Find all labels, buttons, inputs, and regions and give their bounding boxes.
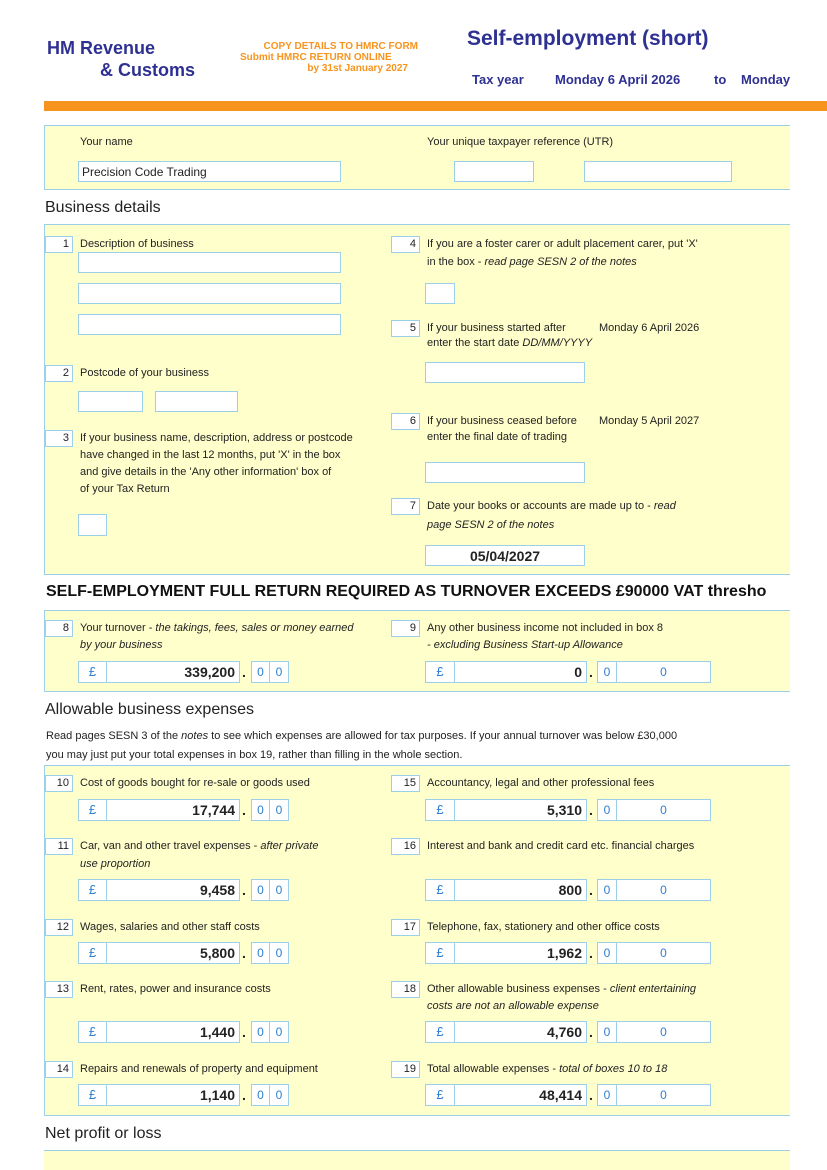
copy-notice	[228, 41, 418, 74]
box-18-label-line2	[427, 998, 599, 1015]
box-11-decimal-point: .	[242, 882, 246, 898]
box-7-label-line1	[427, 498, 676, 515]
box-11-label	[80, 838, 318, 855]
travel-expenses-pence-2[interactable]: 0	[269, 879, 289, 901]
box-17-pound-sign: £	[425, 942, 455, 964]
box-14-label: Repairs and renewals of property and equipment	[80, 1063, 318, 1075]
box-9-pound-sign: £	[425, 661, 455, 683]
box-3-number: 3	[45, 430, 73, 447]
box-11-label-note: after private	[260, 840, 319, 852]
box-13-number: 13	[45, 981, 73, 998]
box-7-label-note: read	[653, 500, 676, 512]
vat-threshold-banner: SELF-EMPLOYMENT FULL RETURN REQUIRED AS TURNOVER EXCEEDS £90000 VAT thresho	[46, 583, 767, 600]
turnover-pence-1[interactable]: 0	[251, 661, 270, 683]
box-16-decimal-point: .	[589, 882, 593, 898]
utr-field-1[interactable]	[454, 161, 534, 182]
copy-notice-line3: by 31st January 2027	[307, 63, 408, 74]
financial-charges-pence-1[interactable]: 0	[597, 879, 617, 901]
accountancy-fees-pence-1[interactable]: 0	[597, 799, 617, 821]
box-7-label-note-2: page SESN 2 of the notes	[427, 519, 555, 531]
box-18-label-note: client entertaining	[609, 983, 697, 995]
box-15-decimal-point: .	[589, 802, 593, 818]
box-7-label-text: Date your books or accounts are made up to -	[427, 500, 654, 512]
box-17-label: Telephone, fax, stationery and other office costs	[427, 921, 660, 933]
box-18-decimal-point: .	[589, 1024, 593, 1040]
box-11-label-line2	[80, 856, 150, 873]
box-18-label	[427, 981, 696, 998]
office-costs-field[interactable]: 1,962	[454, 942, 587, 964]
box-12-label: Wages, salaries and other staff costs	[80, 921, 260, 933]
box-16-label: Interest and bank and credit card etc. financial charges	[427, 840, 695, 852]
accounts-date-field[interactable]: 05/04/2027	[425, 545, 585, 566]
box-5-number: 5	[391, 320, 420, 337]
box-3-label-line2: have changed in the last 12 months, put 'X' in the box	[80, 449, 341, 461]
box-15-number: 15	[391, 775, 420, 792]
box-18-label-note-2: costs are not an allowable expense	[427, 1000, 599, 1012]
details-changed-checkbox[interactable]	[78, 514, 107, 536]
other-income-pence-2[interactable]: 0	[616, 661, 711, 683]
business-details-heading: Business details	[45, 199, 161, 216]
box-6-label-line1: If your business ceased before	[427, 415, 577, 427]
box-9-label-note: - excluding Business Start-up Allowance	[427, 639, 623, 651]
repairs-pence-2[interactable]: 0	[269, 1084, 289, 1106]
org-name-line1: HM Revenue	[47, 38, 156, 58]
intro-text-a: Read pages SESN 3 of the	[46, 730, 182, 742]
box-9-number: 9	[391, 620, 420, 637]
other-income-pence-1[interactable]: 0	[597, 661, 617, 683]
box-19-label	[427, 1061, 667, 1078]
box-8-label-note-2: by your business	[80, 639, 163, 651]
cease-date-field[interactable]	[425, 462, 585, 483]
page-title: Self-employment (short)	[467, 27, 709, 50]
box-6-label-line2: enter the final date of trading	[427, 431, 568, 443]
box-16-pound-sign: £	[425, 879, 455, 901]
tax-year-start: Monday 6 April 2026	[555, 72, 681, 87]
box-19-label-note: total of boxes 10 to 18	[559, 1063, 668, 1075]
box-8-label-line2	[80, 637, 163, 654]
box-17-decimal-point: .	[589, 945, 593, 961]
box-1-label: Description of business	[80, 238, 194, 250]
box-19-number: 19	[391, 1061, 420, 1078]
box-13-label: Rent, rates, power and insurance costs	[80, 983, 271, 995]
rent-rates-pence-1[interactable]: 0	[251, 1021, 270, 1043]
turnover-pence-2[interactable]: 0	[269, 661, 289, 683]
postcode-field-1[interactable]	[78, 391, 143, 412]
tax-year-to: to	[714, 72, 727, 87]
header-divider	[44, 101, 827, 111]
box-9-decimal-point: .	[589, 664, 593, 680]
other-expenses-field[interactable]: 4,760	[454, 1021, 587, 1043]
box-19-pound-sign: £	[425, 1084, 455, 1106]
rent-rates-field[interactable]: 1,440	[106, 1021, 240, 1043]
box-11-pound-sign: £	[78, 879, 107, 901]
box-5-label-line2	[427, 335, 592, 352]
cost-of-goods-pence-2[interactable]: 0	[269, 799, 289, 821]
postcode-field-2[interactable]	[155, 391, 238, 412]
utr-label: Your unique taxpayer reference (UTR)	[427, 136, 614, 148]
box-4-label-line1: If you are a foster carer or adult placement carer, put 'X'	[427, 238, 698, 250]
box-11-number: 11	[45, 838, 73, 855]
box-15-label: Accountancy, legal and other professional fees	[427, 777, 655, 789]
tax-year-label: Tax year	[472, 72, 524, 87]
foster-carer-checkbox[interactable]	[425, 283, 455, 304]
box-14-decimal-point: .	[242, 1087, 246, 1103]
expenses-intro-line1	[46, 727, 677, 746]
org-name-line2: & Customs	[100, 60, 196, 80]
rent-rates-pence-2[interactable]: 0	[269, 1021, 289, 1043]
wages-pence-1[interactable]: 0	[251, 942, 270, 964]
box-8-label-text: Your turnover -	[80, 622, 156, 634]
wages-pence-2[interactable]: 0	[269, 942, 289, 964]
box-14-number: 14	[45, 1061, 73, 1078]
box-2-number: 2	[45, 365, 73, 382]
box-5-date-format: DD/MM/YYYY	[522, 337, 593, 349]
travel-expenses-pence-1[interactable]: 0	[251, 879, 270, 901]
travel-expenses-field[interactable]: 9,458	[106, 879, 240, 901]
box-6-number: 6	[391, 413, 420, 430]
box-9-label: Any other business income not included in box 8	[427, 622, 664, 634]
expenses-heading: Allowable business expenses	[45, 701, 255, 718]
box-4-label-line2	[427, 254, 637, 271]
box-3-label-line3: and give details in the 'Any other information' box of	[80, 466, 332, 478]
box-11-label-note-2: use proportion	[80, 858, 151, 870]
financial-charges-pence-2[interactable]: 0	[616, 879, 711, 901]
box-12-pound-sign: £	[78, 942, 107, 964]
box-10-pound-sign: £	[78, 799, 107, 821]
box-13-decimal-point: .	[242, 1024, 246, 1040]
box-18-pound-sign: £	[425, 1021, 455, 1043]
turnover-field[interactable]: 339,200	[106, 661, 240, 683]
box-14-pound-sign: £	[78, 1084, 107, 1106]
box-9-label-line2	[427, 637, 623, 654]
total-expenses-field[interactable]: 48,414	[454, 1084, 587, 1106]
box-11-label-text: Car, van and other travel expenses -	[80, 840, 261, 852]
financial-charges-field[interactable]: 800	[454, 879, 587, 901]
intro-text-b: to see which expenses are allowed for tax purposes. If your annual turnover was below £30,000	[208, 730, 678, 742]
box-10-number: 10	[45, 775, 73, 792]
box-10-label: Cost of goods bought for re-sale or goods used	[80, 777, 310, 789]
box-3-label-line4: of your Tax Return	[80, 483, 170, 495]
name-label: Your name	[80, 136, 133, 148]
box-10-decimal-point: .	[242, 802, 246, 818]
box-18-label-text: Other allowable business expenses -	[427, 983, 610, 995]
intro-notes-word: notes	[181, 730, 209, 742]
other-expenses-pence-2[interactable]: 0	[616, 1021, 711, 1043]
accountancy-fees-field[interactable]: 5,310	[454, 799, 587, 821]
start-date-field[interactable]	[425, 362, 585, 383]
office-costs-pence-2[interactable]: 0	[616, 942, 711, 964]
box-4-number: 4	[391, 236, 420, 253]
tax-year-end: Monday	[741, 72, 791, 87]
total-expenses-pence-1[interactable]: 0	[597, 1084, 617, 1106]
cost-of-goods-pence-1[interactable]: 0	[251, 799, 270, 821]
box-12-decimal-point: .	[242, 945, 246, 961]
box-3-label-line1: If your business name, description, address or postcode	[80, 432, 353, 444]
box-8-number: 8	[45, 620, 73, 637]
box-4-label-line2-text: in the box -	[427, 256, 485, 268]
box-18-number: 18	[391, 981, 420, 998]
box-17-number: 17	[391, 919, 420, 936]
copy-notice-line2: Submit HMRC RETURN ONLINE	[240, 52, 392, 63]
box-6-date: Monday 5 April 2027	[599, 415, 700, 427]
net-profit-heading: Net profit or loss	[45, 1125, 162, 1142]
box-4-label-line2-note: read page SESN 2 of the notes	[484, 256, 637, 268]
copy-notice-line1: COPY DETAILS TO HMRC FORM	[263, 41, 418, 52]
business-description-line3[interactable]	[78, 314, 341, 335]
wages-field[interactable]: 5,800	[106, 942, 240, 964]
other-income-field[interactable]: 0	[454, 661, 587, 683]
box-5-date: Monday 6 April 2026	[599, 322, 700, 334]
box-8-label	[80, 620, 354, 637]
box-12-number: 12	[45, 919, 73, 936]
utr-field-2[interactable]	[584, 161, 732, 182]
other-expenses-pence-1[interactable]: 0	[597, 1021, 617, 1043]
box-5-label-line1: If your business started after	[427, 322, 566, 334]
repairs-field[interactable]: 1,140	[106, 1084, 240, 1106]
cost-of-goods-field[interactable]: 17,744	[106, 799, 240, 821]
repairs-pence-1[interactable]: 0	[251, 1084, 270, 1106]
box-8-pound-sign: £	[78, 661, 107, 683]
business-description-line2[interactable]	[78, 283, 341, 304]
box-15-pound-sign: £	[425, 799, 455, 821]
box-5-label-line2-text: enter the start date	[427, 337, 523, 349]
accountancy-fees-pence-2[interactable]: 0	[616, 799, 711, 821]
business-description-line1[interactable]	[78, 252, 341, 273]
name-field[interactable]: Precision Code Trading	[78, 161, 341, 182]
total-expenses-pence-2[interactable]: 0	[616, 1084, 711, 1106]
box-16-number: 16	[391, 838, 420, 855]
office-costs-pence-1[interactable]: 0	[597, 942, 617, 964]
box-19-decimal-point: .	[589, 1087, 593, 1103]
box-7-number: 7	[391, 498, 420, 515]
box-2-label: Postcode of your business	[80, 367, 210, 379]
box-19-label-text: Total allowable expenses -	[427, 1063, 560, 1075]
box-8-label-note: the takings, fees, sales or money earned	[155, 622, 354, 634]
box-8-decimal-point: .	[242, 664, 246, 680]
box-13-pound-sign: £	[78, 1021, 107, 1043]
net-profit-panel	[44, 1150, 790, 1170]
expenses-intro-line2: you may just put your total expenses in box 19, rather than filling in the whole section.	[46, 749, 463, 761]
box-7-label-line2	[427, 517, 554, 534]
box-1-number: 1	[45, 236, 73, 253]
